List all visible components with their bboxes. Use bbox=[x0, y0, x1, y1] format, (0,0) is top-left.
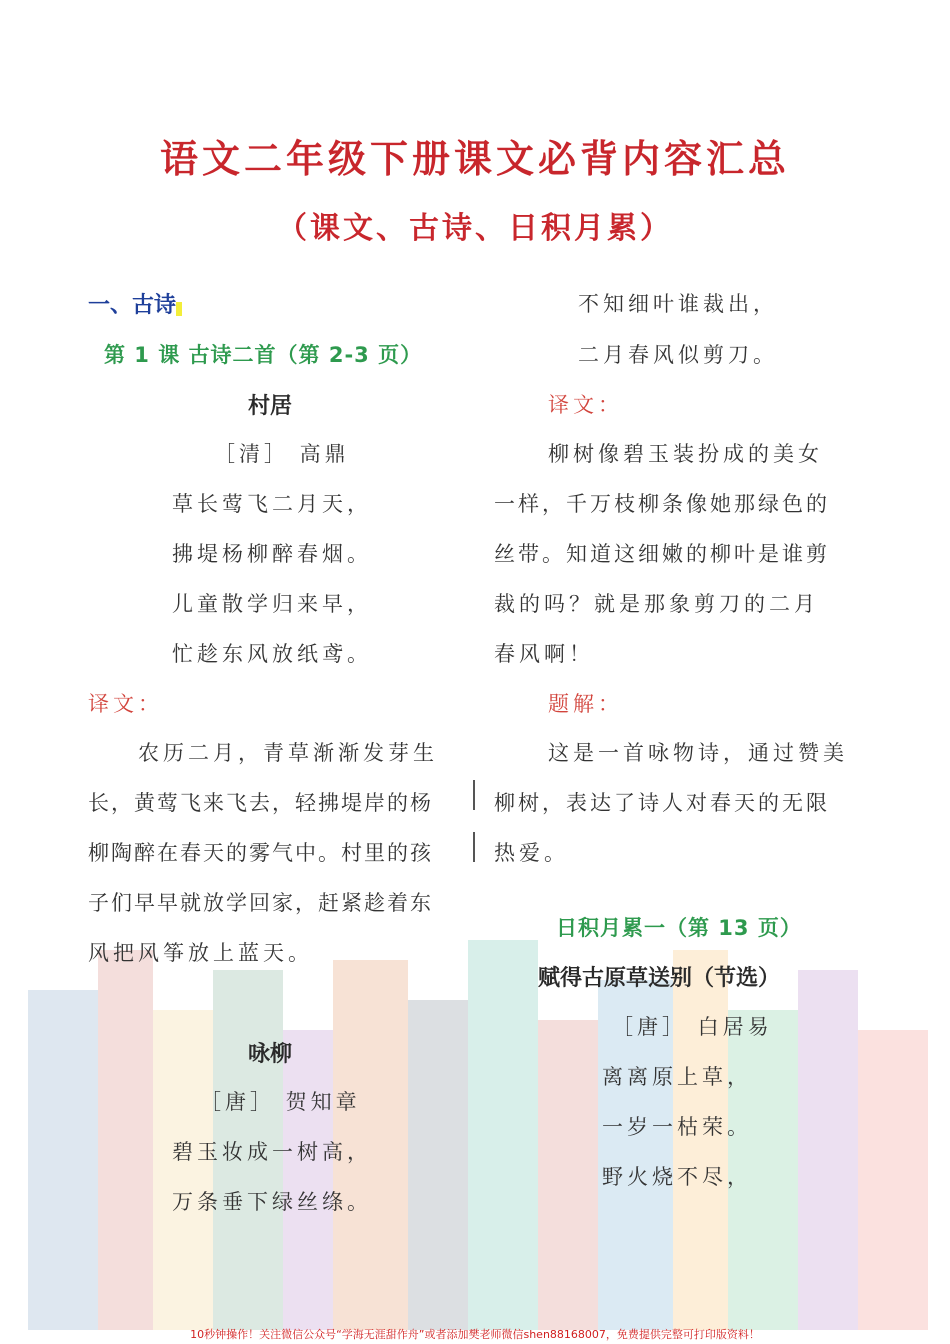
poem-author-fudegucao: ［唐］ 白居易 bbox=[612, 1015, 773, 1039]
section-heading-ancient-poems bbox=[88, 288, 182, 319]
explanation-label: 题解： bbox=[548, 692, 623, 716]
explanation-line: 柳树，表达了诗人对春天的无限 bbox=[494, 791, 830, 815]
translation-line: 长，黄莺飞来飞去，轻拂堤岸的杨 bbox=[88, 791, 433, 815]
poem-line: 拂堤杨柳醉春烟。 bbox=[172, 542, 372, 566]
poem-line: 野火烧不尽， bbox=[602, 1165, 752, 1189]
poem-line: 一岁一枯荣。 bbox=[602, 1115, 752, 1139]
poem-line: 离离原上草， bbox=[602, 1065, 752, 1089]
translation-line: 子们早早就放学回家，赶紧趁着东 bbox=[88, 891, 433, 915]
translation-label-right: 译文： bbox=[548, 393, 623, 417]
poem-title-fudegucao: 赋得古原草送别（节选） bbox=[538, 965, 781, 991]
poem-line: 不知细叶谁裁出， bbox=[578, 292, 778, 316]
poem-title-cunju: 村居 bbox=[248, 393, 293, 419]
translation-line: 农历二月，青草渐渐发芽生 bbox=[138, 741, 438, 765]
translation-line: 柳树像碧玉装扮成的美女 bbox=[548, 442, 823, 466]
poem-line: 二月春风似剪刀。 bbox=[578, 343, 778, 367]
poem-line: 万条垂下绿丝绦。 bbox=[172, 1190, 372, 1214]
lesson-heading-1: 第 1 课 古诗二首（第 2-3 页） bbox=[104, 343, 423, 367]
poem-line: 草长莺飞二月天， bbox=[172, 492, 372, 516]
translation-line: 柳陶醉在春天的雾气中。村里的孩 bbox=[88, 841, 433, 865]
books-background-image bbox=[28, 930, 928, 1330]
poem-author-yongliu: ［唐］ 贺知章 bbox=[200, 1090, 361, 1114]
column-divider bbox=[473, 832, 475, 862]
poem-line: 碧玉妆成一树高， bbox=[172, 1140, 372, 1164]
lesson-heading-accumulation: 日积月累一（第 13 页） bbox=[556, 916, 802, 940]
translation-line: 春风啊！ bbox=[494, 642, 594, 666]
translation-line: 丝带。知道这细嫩的柳叶是谁剪 bbox=[494, 542, 830, 566]
highlight-mark bbox=[176, 302, 182, 316]
page-title: 语文二年级下册课文必背内容汇总 bbox=[159, 136, 790, 181]
page-subtitle: （课文、古诗、日积月累） bbox=[277, 211, 673, 246]
footer-notice: 10秒钟操作！关注微信公众号“学海无涯甜作舟”或者添加樊老师微信shen88168007，免费提供完整可打印版资料！ bbox=[190, 1328, 760, 1341]
translation-line: 风把风筝放上蓝天。 bbox=[88, 941, 313, 965]
explanation-line: 这是一首咏物诗，通过赞美 bbox=[548, 741, 848, 765]
translation-line: 一样，千万枝柳条像她那绿色的 bbox=[494, 492, 830, 516]
poem-line: 忙趁东风放纸鸢。 bbox=[172, 642, 372, 666]
section-heading-text: 一、古诗 bbox=[88, 293, 177, 318]
poem-author-cunju: ［清］ 高鼎 bbox=[214, 442, 350, 466]
poem-title-yongliu: 咏柳 bbox=[248, 1041, 293, 1067]
poem-line: 儿童散学归来早， bbox=[172, 592, 372, 616]
translation-label-left: 译文： bbox=[88, 692, 163, 716]
explanation-line: 热爱。 bbox=[494, 841, 569, 865]
column-divider bbox=[473, 780, 475, 810]
translation-line: 裁的吗？就是那象剪刀的二月 bbox=[494, 592, 819, 616]
